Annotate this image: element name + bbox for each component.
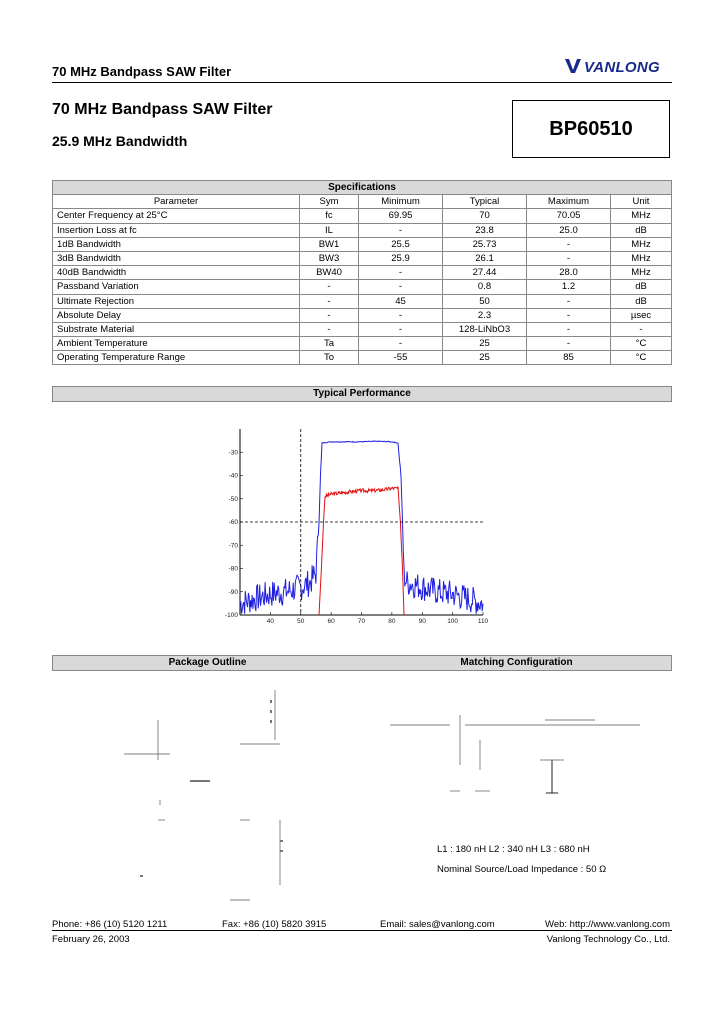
cell-sym: Ta [300,337,359,351]
cell-unit: dB [611,294,672,308]
part-number-box [512,100,670,158]
table-row [53,308,672,322]
cell-max: - [527,322,611,336]
brand-name: VANLONG [584,59,660,76]
footer-date: February 26, 2003 [52,934,130,945]
footer-web[interactable]: Web: http://www.vanlong.com [545,919,670,930]
cell-min: 25.5 [359,237,443,251]
cell-sym: BW1 [300,237,359,251]
cell-typ: 25 [443,351,527,365]
header-title: 70 MHz Bandpass SAW Filter [52,64,232,79]
cell-typ: 50 [443,294,527,308]
page-title: 70 MHz Bandpass SAW Filter [52,101,273,118]
footer-phone: Phone: +86 (10) 5120 1211 [52,919,168,930]
cell-param: Passband Variation [53,280,300,294]
cell-max: - [527,251,611,265]
table-row [53,209,672,223]
y-tick-label: -90 [228,588,238,596]
cell-unit: °C [611,337,672,351]
cell-max: - [527,337,611,351]
footer-company: Vanlong Technology Co., Ltd. [546,934,670,945]
x-tick-label: 100 [447,618,459,625]
cell-max: 25.0 [527,223,611,237]
cell-typ: 70 [443,209,527,223]
cell-min: - [359,280,443,294]
table-row [53,322,672,336]
cell-param: 1dB Bandwidth [53,237,300,251]
impedance-note: Nominal Source/Load Impedance : 50 Ω [437,864,607,875]
cell-typ: 25.73 [443,237,527,251]
page-subtitle: 25.9 MHz Bandwidth [52,133,188,149]
cell-min: - [359,266,443,280]
cell-unit: dB [611,280,672,294]
cell-param: 40dB Bandwidth [53,266,300,280]
col-typical: Typical [443,195,527,209]
cell-min: -55 [359,351,443,365]
vanlong-logo-icon [565,58,581,74]
cell-param: Substrate Material [53,322,300,336]
cell-param: Ambient Temperature [53,337,300,351]
col-maximum: Maximum [527,195,611,209]
cell-unit: µsec [611,308,672,322]
cell-max: 85 [527,351,611,365]
performance-chart-svg [218,424,488,626]
brand-logo [565,58,660,76]
package-matching-bar [52,655,672,671]
cell-min: - [359,337,443,351]
y-tick-label: -50 [228,495,238,503]
y-tick-label: -60 [228,519,238,526]
matching-configuration-caption: Matching Configuration [460,657,573,668]
y-tick-label: -70 [228,542,238,550]
x-tick-label: 50 [297,618,305,625]
cell-min: - [359,308,443,322]
header-rule [52,82,672,83]
x-tick-label: 70 [357,618,366,625]
table-row [53,266,672,280]
cell-param: Absolute Delay [53,308,300,322]
x-tick-label: 90 [418,618,426,625]
col-minimum: Minimum [359,195,443,209]
cell-min: 45 [359,294,443,308]
y-tick-label: -80 [228,565,238,573]
cell-unit: MHz [611,209,672,223]
cell-max: 28.0 [527,266,611,280]
cell-typ: 128-LiNbO3 [443,322,527,336]
typical-performance-bar [52,386,672,402]
cell-param: 3dB Bandwidth [53,251,300,265]
cell-unit: - [611,322,672,336]
cell-typ: 0.8 [443,280,527,294]
table-row [53,337,672,351]
x-tick-label: 110 [477,618,488,625]
part-number: BP60510 [549,118,633,140]
cell-min: - [359,223,443,237]
cell-typ: 23.8 [443,223,527,237]
cell-max: - [527,294,611,308]
cell-sym: - [300,308,359,322]
cell-param: Center Frequency at 25°C [53,209,300,223]
table-row [53,223,672,237]
specifications-table [52,180,672,365]
cell-sym: BW40 [300,266,359,280]
col-parameter: Parameter [53,195,300,209]
cell-param: Ultimate Rejection [53,294,300,308]
cell-unit: °C [611,351,672,365]
matching-network-drawing [380,705,670,800]
x-tick-label: 60 [327,618,335,625]
typical-performance-caption: Typical Performance [313,388,411,399]
table-row [53,280,672,294]
cell-unit: dB [611,223,672,237]
cell-sym: - [300,280,359,294]
cell-typ: 26.1 [443,251,527,265]
cell-min: - [359,322,443,336]
y-tick-label: -30 [228,449,238,457]
footer-rule [52,930,672,931]
cell-unit: MHz [611,251,672,265]
cell-max: 70.05 [527,209,611,223]
footer-email[interactable]: Email: sales@vanlong.com [380,919,495,930]
cell-max: - [527,308,611,322]
cell-max: - [527,237,611,251]
cell-min: 69.95 [359,209,443,223]
package-outline-drawing [110,680,310,910]
y-tick-label: -100 [224,612,238,619]
table-row [53,351,672,365]
performance-chart [218,424,488,626]
table-header-row [53,195,672,209]
inductor-values: L1 : 180 nH L2 : 340 nH L3 : 680 nH [437,844,590,855]
x-tick-label: 80 [388,618,396,625]
cell-typ: 2.3 [443,308,527,322]
cell-max: 1.2 [527,280,611,294]
cell-sym: IL [300,223,359,237]
table-row [53,294,672,308]
cell-param: Insertion Loss at fc [53,223,300,237]
x-tick-label: 40 [266,618,274,625]
footer-fax: Fax: +86 (10) 5820 3915 [222,919,327,930]
col-sym: Sym [300,195,359,209]
cell-unit: MHz [611,237,672,251]
cell-typ: 27.44 [443,266,527,280]
specifications-caption: Specifications [53,181,672,195]
passband-line [319,487,404,616]
cell-unit: MHz [611,266,672,280]
table-row [53,251,672,265]
cell-typ: 25 [443,337,527,351]
package-outline-caption: Package Outline [168,657,247,668]
response-line [240,441,483,614]
cell-min: 25.9 [359,251,443,265]
cell-sym: fc [300,209,359,223]
cell-sym: - [300,322,359,336]
cell-param: Operating Temperature Range [53,351,300,365]
y-tick-label: -40 [228,472,238,480]
table-row [53,237,672,251]
col-unit: Unit [611,195,672,209]
cell-sym: To [300,351,359,365]
cell-sym: BW3 [300,251,359,265]
cell-sym: - [300,294,359,308]
